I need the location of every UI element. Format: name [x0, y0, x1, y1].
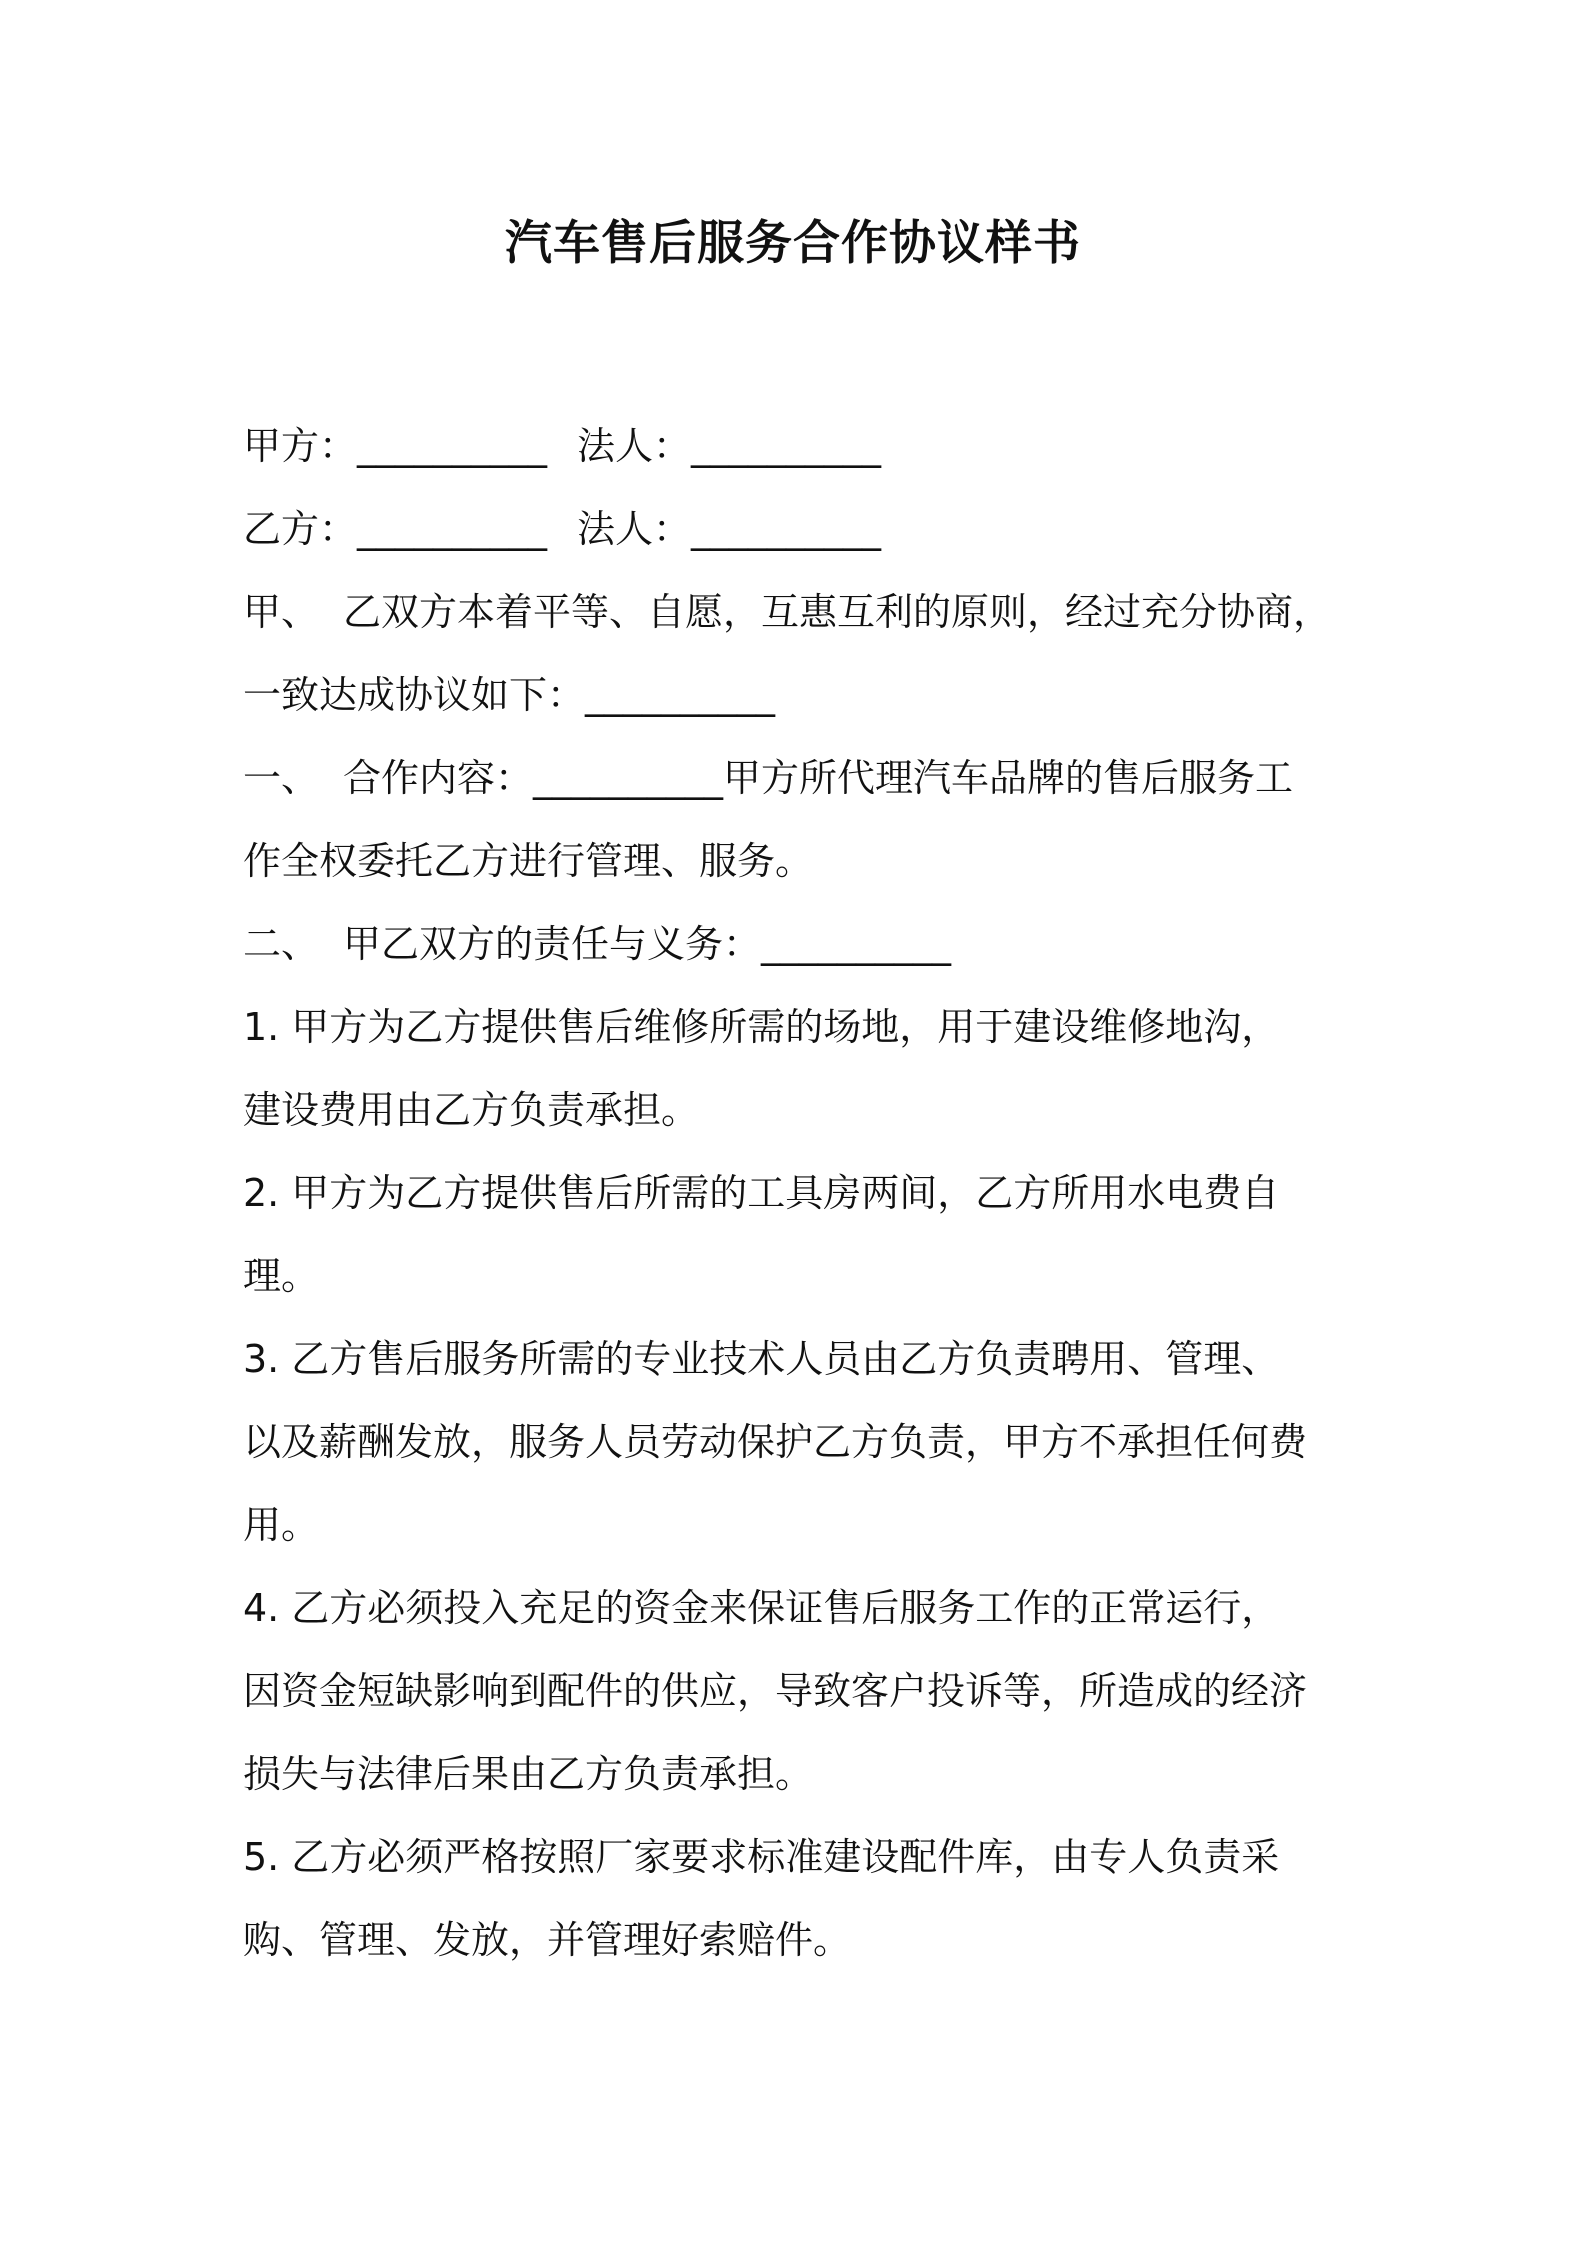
item-5-text: 乙方必须严格按照厂家要求标准建设配件库，由专人负责采	[291, 1835, 1280, 1879]
item-1-line-2: 建设费用由乙方负责承担。	[243, 1088, 700, 1132]
party-a-rep-label: 法人：	[577, 424, 692, 468]
party-a-line	[243, 405, 1363, 488]
item-4-number: 4.	[243, 1586, 280, 1630]
section-1-line-1	[243, 737, 1363, 820]
item-5-number: 5.	[243, 1835, 280, 1879]
item-2-number: 2.	[243, 1171, 280, 1215]
item-2-line-2: 理。	[243, 1254, 320, 1298]
section-2-heading	[243, 903, 1363, 986]
item-3-number: 3.	[243, 1337, 280, 1381]
item-4-text: 乙方必须投入充足的资金来保证售后服务工作的正常运行，	[291, 1586, 1280, 1630]
preamble-line-2: 一致达成协议如下：__________	[243, 673, 776, 717]
item-5-line-2: 购、管理、发放，并管理好索赔件。	[243, 1918, 852, 1962]
item-1-line-1	[243, 986, 1363, 1069]
item-3-text: 乙方售后服务所需的专业技术人员由乙方负责聘用、管理、	[291, 1337, 1280, 1381]
party-b-blank: __________	[357, 507, 548, 551]
item-2-line-1	[243, 1152, 1363, 1235]
item-4-line-2: 因资金短缺影响到配件的供应，导致客户投诉等，所造成的经济	[243, 1669, 1308, 1713]
section-1-number: 一、	[243, 756, 320, 800]
party-a-rep-blank: __________	[691, 424, 882, 468]
item-4-line-3: 损失与法律后果由乙方负责承担。	[243, 1752, 814, 1796]
item-1-number: 1.	[243, 1005, 280, 1049]
preamble-line-1	[243, 571, 1363, 654]
party-b-rep-blank: __________	[691, 507, 882, 551]
preamble-lead: 甲、	[243, 590, 320, 634]
document-title: 汽车售后服务合作协议样书	[505, 216, 1081, 271]
party-b-rep-label: 法人：	[577, 507, 692, 551]
section-2-text: 甲乙双方的责任与义务：__________	[343, 922, 952, 966]
party-b-label: 乙方：	[243, 507, 358, 551]
section-2-number: 二、	[243, 922, 320, 966]
party-a-blank: __________	[357, 424, 548, 468]
item-1-text: 甲方为乙方提供售后维修所需的场地，用于建设维修地沟，	[291, 1005, 1280, 1049]
section-1-text: 合作内容：__________甲方所代理汽车品牌的售后服务工	[343, 756, 1294, 800]
document-body	[243, 405, 1363, 1982]
preamble-text: 乙双方本着平等、自愿，互惠互利的原则，经过充分协商，	[343, 590, 1332, 634]
item-4-line-1	[243, 1567, 1363, 1650]
item-3-line-2: 以及薪酬发放，服务人员劳动保护乙方负责，甲方不承担任何费	[243, 1420, 1308, 1464]
item-5-line-1	[243, 1816, 1363, 1899]
item-2-text: 甲方为乙方提供售后所需的工具房两间，乙方所用水电费自	[291, 1171, 1280, 1215]
party-a-label: 甲方：	[243, 424, 358, 468]
item-3-line-1	[243, 1318, 1363, 1401]
section-1-line-2: 作全权委托乙方进行管理、服务。	[243, 839, 814, 883]
item-3-line-3: 用。	[243, 1503, 320, 1547]
party-b-line	[243, 488, 1363, 571]
